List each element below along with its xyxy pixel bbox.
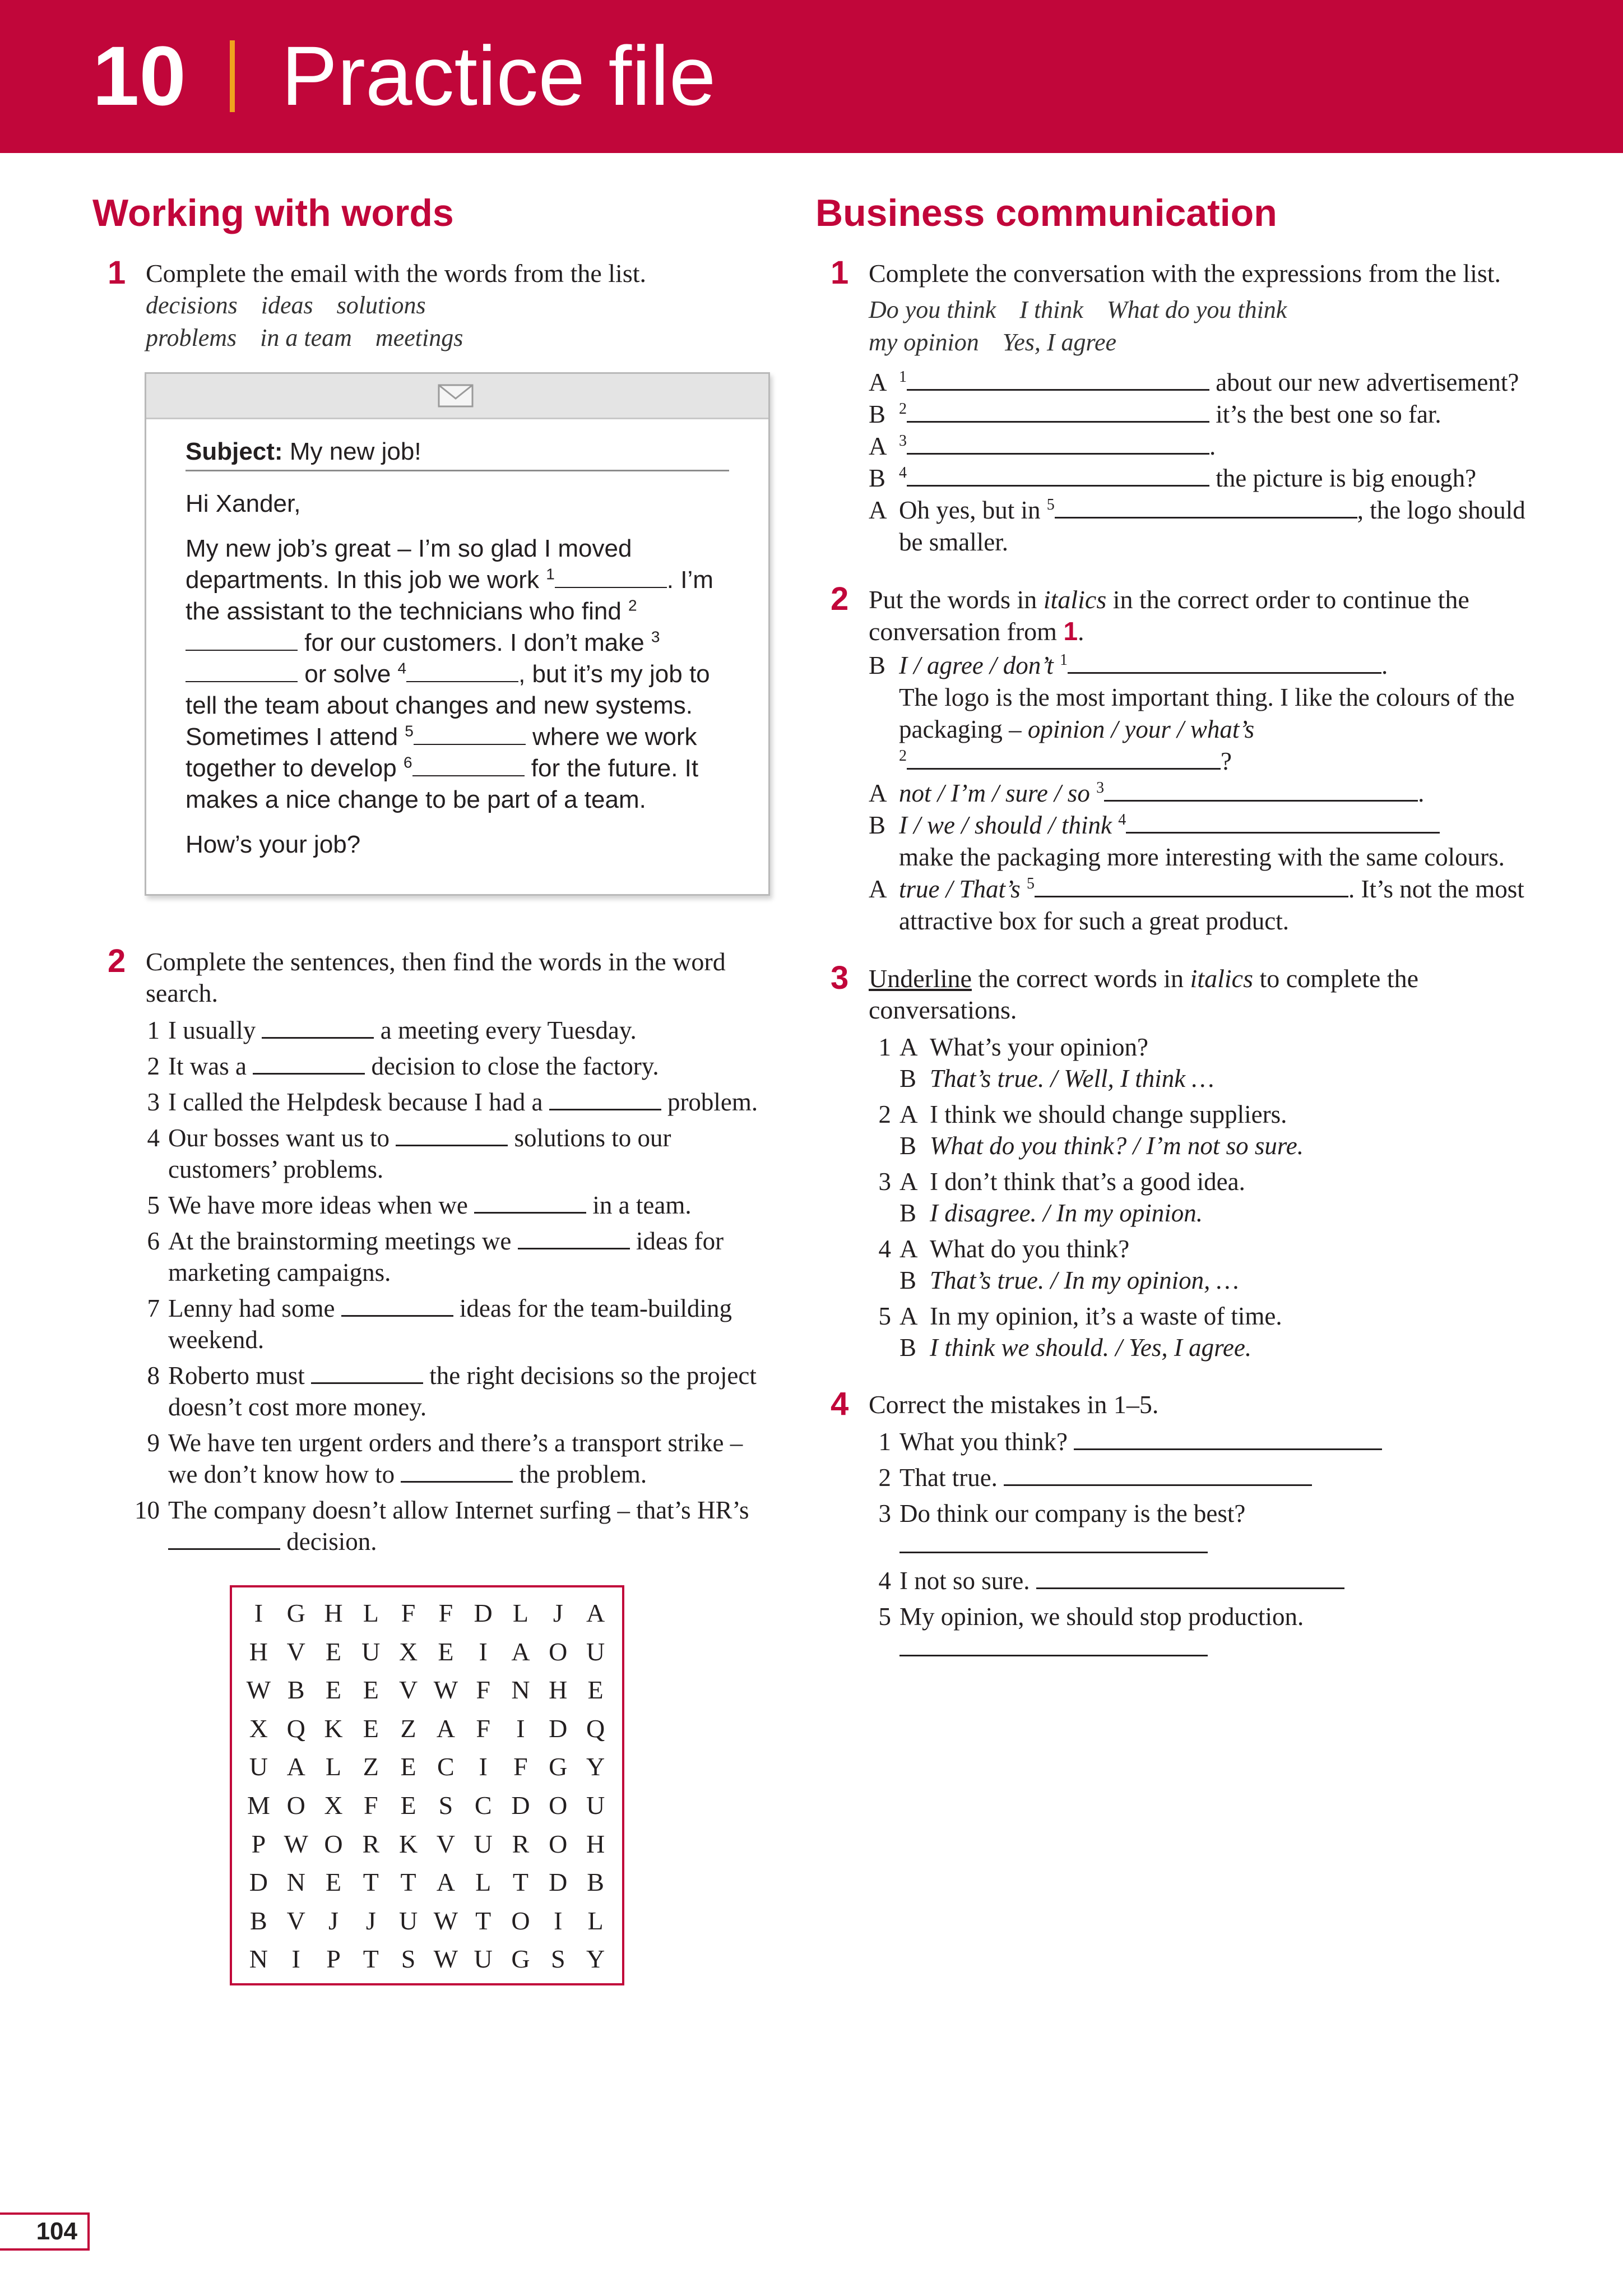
list-item: 6 At the brainstorming meetings we ideas for marketing campaigns.	[123, 1225, 771, 1288]
word-search-letter[interactable]: I	[291, 1945, 300, 1974]
email-greeting: Hi Xander,	[186, 490, 301, 517]
word-search-letter[interactable]: A	[286, 1752, 305, 1781]
gap-blank[interactable]	[907, 430, 1209, 455]
word-search-letter[interactable]: J	[328, 1906, 338, 1935]
word-search-letter[interactable]: E	[325, 1868, 342, 1897]
word-search-letter[interactable]: I	[479, 1752, 488, 1781]
word-search-letter[interactable]: K	[324, 1714, 343, 1743]
word-search-row	[232, 1902, 622, 1941]
list-item: 9 We have ten urgent orders and there’s a transport strike – we don’t know how to the problem.	[147, 1429, 743, 1488]
word-search-row	[232, 1594, 622, 1633]
word-option: in a team	[260, 324, 352, 351]
word-search-letter[interactable]: T	[400, 1868, 416, 1897]
word-option: meetings	[375, 324, 463, 351]
word-search-letter[interactable]: I	[516, 1714, 525, 1743]
word-search-letter[interactable]: Q	[286, 1714, 305, 1743]
word-search-letter[interactable]: H	[549, 1675, 568, 1705]
list-item: 5 A In my opinion, it’s a waste of time. B I think we should. / Yes, I agree.	[878, 1302, 1282, 1362]
list-item: 4 I not so sure.	[869, 1565, 1536, 1596]
email-window	[145, 372, 770, 896]
gap-blank[interactable]	[186, 627, 298, 651]
word-search-letter[interactable]: H	[249, 1637, 268, 1666]
list-item: 1 What you think?	[869, 1426, 1536, 1457]
word-search-row	[232, 1940, 622, 1979]
word-search-letter[interactable]: R	[362, 1829, 380, 1858]
exercise-number: 1	[108, 254, 126, 291]
word-search-letter[interactable]: F	[363, 1790, 378, 1820]
exercise-number: 2	[831, 581, 849, 617]
word-search-letter[interactable]: E	[363, 1714, 379, 1743]
expression-option: my opinion	[869, 328, 979, 356]
list-item: 10 The company doesn’t allow Internet surfing – that’s HR’s decision.	[135, 1496, 749, 1556]
left-column	[92, 191, 771, 2011]
word-search-letter[interactable]: O	[549, 1829, 568, 1858]
gap-blank[interactable]	[186, 659, 298, 682]
expression-list	[869, 294, 1536, 359]
email-body	[146, 419, 768, 894]
word-search-letter[interactable]: K	[398, 1829, 418, 1858]
word-search-letter[interactable]: I	[479, 1637, 488, 1666]
expression-option: What do you think	[1106, 296, 1287, 323]
sentence-list	[123, 1015, 771, 1557]
word-search-letter[interactable]: V	[286, 1637, 305, 1666]
word-search-letter[interactable]: W	[284, 1829, 308, 1858]
word-search-letter[interactable]: L	[325, 1752, 342, 1781]
exercise-number: 1	[831, 254, 849, 291]
page-number: 104	[0, 2212, 90, 2251]
word-search-letter[interactable]: C	[474, 1790, 492, 1820]
word-search-letter[interactable]: V	[436, 1829, 455, 1858]
word-search-letter[interactable]: O	[511, 1906, 530, 1935]
word-search-letter[interactable]: E	[400, 1752, 416, 1781]
subject-text: My new job!	[289, 438, 421, 465]
exercise-number: 3	[831, 960, 849, 996]
gap-blank[interactable]	[1068, 650, 1381, 674]
answer-line[interactable]	[899, 1632, 1208, 1656]
word-search-letter[interactable]: G	[286, 1599, 305, 1627]
list-item: 2 That true.	[869, 1462, 1536, 1493]
word-search-letter[interactable]: M	[247, 1790, 270, 1820]
dialogue-line: A not / I’m / sure / so $^3$ .	[869, 777, 1536, 809]
expression-option: Yes, I agree	[1002, 328, 1117, 356]
word-search-letter[interactable]: D	[549, 1714, 568, 1743]
word-search-letter[interactable]: N	[286, 1868, 305, 1897]
dialogue-line: B I / we / should / think $^4$ make the packaging more interesting with the same colours.	[869, 809, 1536, 873]
section-heading-working-with-words: Working with words	[92, 192, 454, 234]
word-search-letter[interactable]: B	[287, 1675, 305, 1705]
word-search-letter[interactable]: T	[475, 1906, 491, 1935]
word-search-letter[interactable]: U	[249, 1752, 268, 1781]
word-search-row	[232, 1786, 622, 1825]
list-item: 3 Do think our company is the best?	[869, 1498, 1536, 1561]
word-search-letter[interactable]: F	[476, 1675, 490, 1705]
exercise-4-communication	[815, 1386, 1536, 1664]
word-search-letter[interactable]: Z	[400, 1714, 416, 1743]
word-search-letter[interactable]: G	[549, 1752, 568, 1781]
exercise-instruction: Complete the sentences, then find the words in the word search.	[146, 947, 726, 1007]
dialogue-line: B $^2$ it’s the best one so far.	[869, 399, 1536, 430]
gap-blank[interactable]	[1035, 873, 1348, 897]
word-search-row	[232, 1863, 622, 1902]
exercise-3-communication	[815, 960, 1536, 1363]
list-item: 4 Our bosses want us to solutions to our customers’ problems.	[123, 1122, 771, 1185]
word-search-letter[interactable]: H	[324, 1599, 343, 1627]
word-search-letter[interactable]: B	[250, 1906, 267, 1935]
gap-blank[interactable]	[1104, 777, 1418, 802]
word-search-row	[232, 1633, 622, 1672]
envelope-icon	[438, 384, 474, 408]
unit-number: 10	[92, 29, 186, 123]
gap-blank[interactable]	[412, 753, 525, 776]
word-search-letter[interactable]: A	[511, 1637, 530, 1666]
word-option: problems	[146, 324, 237, 351]
conversation-list	[869, 1031, 1536, 1363]
word-search-letter[interactable]: D	[249, 1868, 268, 1897]
gap-blank[interactable]	[414, 721, 526, 745]
word-search-letter[interactable]: T	[363, 1868, 379, 1897]
word-search-letter[interactable]: J	[553, 1599, 563, 1627]
gap-blank[interactable]	[311, 1360, 423, 1384]
gap-blank[interactable]	[474, 1189, 586, 1214]
dialogue-line: A $^3$ .	[869, 430, 1536, 462]
page-title: Practice file	[281, 29, 716, 123]
word-search-letter[interactable]: X	[398, 1637, 418, 1666]
gap-blank[interactable]	[907, 399, 1209, 423]
gap-blank[interactable]	[549, 1086, 661, 1110]
word-search-letter[interactable]: W	[433, 1945, 458, 1974]
word-search-letter[interactable]: O	[549, 1637, 568, 1666]
list-item: 5 My opinion, we should stop production.	[869, 1601, 1536, 1664]
exercise-instruction: Underline the correct words in italics to complete the conversations.	[869, 964, 1419, 1024]
word-search-letter[interactable]: J	[365, 1906, 376, 1935]
word-search-letter[interactable]: A	[436, 1714, 455, 1743]
word-search-letter[interactable]: O	[549, 1790, 568, 1820]
answer-line[interactable]	[1004, 1462, 1312, 1486]
word-search-letter[interactable]: V	[286, 1906, 305, 1935]
word-search-letter[interactable]: P	[326, 1945, 341, 1974]
exercise-instruction: Complete the conversation with the expressions from the list.	[869, 259, 1501, 288]
gap-blank[interactable]	[168, 1526, 280, 1550]
email-toolbar	[146, 374, 768, 419]
gap-blank[interactable]	[401, 1459, 513, 1483]
exercise-number: 4	[831, 1386, 849, 1422]
word-search-letter[interactable]: L	[363, 1599, 379, 1627]
word-search-letter[interactable]: R	[512, 1829, 530, 1858]
exercise-instruction: Correct the mistakes in 1–5.	[869, 1390, 1159, 1419]
email-paragraph: My new job’s great – I’m so glad I moved departments. In this job we work $^1$ . I’m the assistant to the technicians who find $^2$ for our customers. I don’t make $^3$ or solve $^4$ , but it’s my job to tell the team about changes and new systems. Sometimes I attend $^5$ where we work together to develop $^6$ for the future. It makes a nice change to be part of a team.	[186, 535, 713, 813]
list-item: 4 A What do you think? B That’s true. / In my opinion, …	[878, 1235, 1239, 1294]
list-item: 8 Roberto must the right decisions so the project doesn’t cost more money.	[123, 1360, 771, 1423]
word-search-letter[interactable]: C	[437, 1752, 455, 1781]
gap-blank[interactable]	[555, 564, 667, 588]
word-search-letter[interactable]: Z	[363, 1752, 379, 1781]
word-search-letter[interactable]: S	[438, 1790, 453, 1820]
word-search-letter[interactable]: X	[324, 1790, 343, 1820]
word-search-letter[interactable]: E	[363, 1675, 379, 1705]
gap-blank[interactable]	[1126, 809, 1440, 834]
dialogue-line: B I / agree / don’t $^1$ . The logo is the most important thing. I like the colours of the packaging – opinion / your / what’s $^2$ ?	[869, 650, 1536, 777]
word-list	[146, 289, 771, 354]
conversation	[869, 650, 1536, 937]
gap-blank[interactable]	[253, 1050, 365, 1075]
exercise-2-words	[92, 943, 771, 1985]
word-search-letter[interactable]: L	[475, 1868, 491, 1897]
exercise-2-communication	[815, 581, 1536, 937]
email-closing: How’s your job?	[186, 831, 361, 858]
word-search-letter[interactable]: E	[325, 1675, 342, 1705]
word-search-letter[interactable]: O	[324, 1829, 343, 1858]
word-search-row	[232, 1825, 622, 1864]
dialogue-line: B $^4$ the picture is big enough?	[869, 462, 1536, 494]
word-search-row	[232, 1671, 622, 1710]
right-column	[815, 191, 1536, 1689]
dialogue-line: A $^1$ about our new advertisement?	[869, 367, 1536, 399]
list-item: 1 I usually a meeting every Tuesday.	[123, 1015, 771, 1046]
word-search-letter[interactable]: U	[586, 1637, 605, 1666]
list-item: 7 Lenny had some ideas for the team-building weekend.	[123, 1293, 771, 1355]
word-option: ideas	[261, 291, 313, 319]
gap-blank[interactable]	[262, 1015, 374, 1039]
word-search-letter[interactable]: E	[325, 1637, 342, 1666]
word-search-letter[interactable]: U	[474, 1945, 493, 1974]
gap-blank[interactable]	[907, 746, 1221, 770]
gap-blank[interactable]	[907, 462, 1209, 487]
exercise-number: 2	[108, 943, 126, 979]
word-search-letter[interactable]: U	[361, 1637, 381, 1666]
word-search-letter[interactable]: Y	[586, 1945, 605, 1974]
word-search-letter[interactable]: E	[400, 1790, 416, 1820]
word-search-letter[interactable]: D	[549, 1868, 568, 1897]
answer-line[interactable]	[899, 1529, 1208, 1553]
word-option: solutions	[336, 291, 426, 319]
word-search-letter[interactable]: E	[438, 1637, 454, 1666]
gap-blank[interactable]	[341, 1293, 453, 1317]
subject-label: Subject:	[186, 438, 283, 465]
list-item: 1 A What’s your opinion? B That’s true. / Well, I think …	[878, 1033, 1214, 1093]
word-search-letter[interactable]: F	[438, 1599, 453, 1627]
word-search-letter[interactable]: N	[511, 1675, 530, 1705]
word-search-letter[interactable]: W	[433, 1675, 458, 1705]
dialogue-line: A true / That’s $^5$ . It’s not the most attractive box for such a great product.	[869, 873, 1536, 937]
word-search-letter[interactable]: D	[474, 1599, 493, 1627]
word-search-letter[interactable]: A	[586, 1599, 605, 1627]
word-search-letter[interactable]: P	[251, 1829, 266, 1858]
dialogue-line: A Oh yes, but in $^5$ , the logo should be smaller.	[869, 494, 1536, 558]
word-search-letter[interactable]: L	[587, 1906, 604, 1935]
word-search-letter[interactable]: Q	[586, 1714, 605, 1743]
word-search-letter[interactable]: V	[398, 1675, 418, 1705]
word-search-letter[interactable]: D	[511, 1790, 530, 1820]
word-search-letter[interactable]: O	[286, 1790, 305, 1820]
answer-line[interactable]	[1074, 1426, 1382, 1450]
word-search-letter[interactable]: Y	[586, 1752, 605, 1781]
word-search-letter[interactable]: I	[554, 1906, 563, 1935]
list-item: 5 We have more ideas when we in a team.	[123, 1189, 771, 1221]
answer-line[interactable]	[1036, 1565, 1344, 1589]
word-search-row	[232, 1710, 622, 1748]
email-subject	[186, 436, 729, 471]
word-option: decisions	[146, 291, 238, 319]
word-search-letter[interactable]: L	[512, 1599, 529, 1627]
conversation	[869, 367, 1536, 558]
expression-option: I think	[1019, 296, 1083, 323]
word-search-letter[interactable]: U	[474, 1829, 493, 1858]
gap-blank[interactable]	[1055, 494, 1357, 519]
word-search-letter[interactable]: S	[550, 1945, 565, 1974]
word-search-grid	[230, 1585, 624, 1985]
header-banner	[0, 0, 1623, 153]
word-search-letter[interactable]: G	[511, 1945, 530, 1974]
expression-option: Do you think	[869, 296, 996, 323]
gap-blank[interactable]	[396, 1122, 508, 1146]
word-search-letter[interactable]: X	[249, 1714, 268, 1743]
word-search-letter[interactable]: W	[433, 1906, 458, 1935]
word-search-letter[interactable]: N	[249, 1945, 268, 1974]
word-search-letter[interactable]: U	[398, 1906, 418, 1935]
list-item: 3 A I don’t think that’s a good idea. B I disagree. / In my opinion.	[878, 1168, 1245, 1227]
word-search-letter[interactable]: S	[401, 1945, 416, 1974]
word-search-letter[interactable]: F	[476, 1714, 490, 1743]
title-divider	[230, 40, 235, 112]
gap-blank[interactable]	[406, 659, 518, 682]
word-search-letter[interactable]: W	[246, 1675, 271, 1705]
word-search-letter[interactable]: E	[587, 1675, 604, 1705]
exercise-instruction: Put the words in italics in the correct order to continue the conversation from 1.	[869, 585, 1469, 646]
word-search-letter[interactable]: H	[586, 1829, 605, 1858]
word-search-row	[232, 1748, 622, 1786]
word-search-letter[interactable]: F	[513, 1752, 528, 1781]
word-search-letter[interactable]: I	[254, 1599, 263, 1627]
list-item: 2 A I think we should change suppliers. B What do you think? / I’m not so sure.	[878, 1100, 1304, 1160]
exercise-1-words	[92, 254, 771, 896]
word-search-letter[interactable]: U	[586, 1790, 605, 1820]
word-search-letter[interactable]: T	[363, 1945, 379, 1974]
list-item: 3 I called the Helpdesk because I had a problem.	[123, 1086, 771, 1118]
word-search-letter[interactable]: B	[587, 1868, 604, 1897]
list-item: 2 It was a decision to close the factory.	[123, 1050, 771, 1082]
word-search-letter[interactable]: F	[401, 1599, 416, 1627]
correction-list	[869, 1426, 1536, 1664]
word-search-letter[interactable]: A	[436, 1868, 455, 1897]
section-heading-business-communication: Business communication	[815, 192, 1277, 234]
exercise-instruction: Complete the email with the words from the list.	[146, 259, 647, 288]
exercise-1-communication	[815, 254, 1536, 558]
gap-blank[interactable]	[518, 1225, 630, 1249]
word-search-letter[interactable]: T	[512, 1868, 529, 1897]
gap-blank[interactable]	[907, 367, 1209, 391]
